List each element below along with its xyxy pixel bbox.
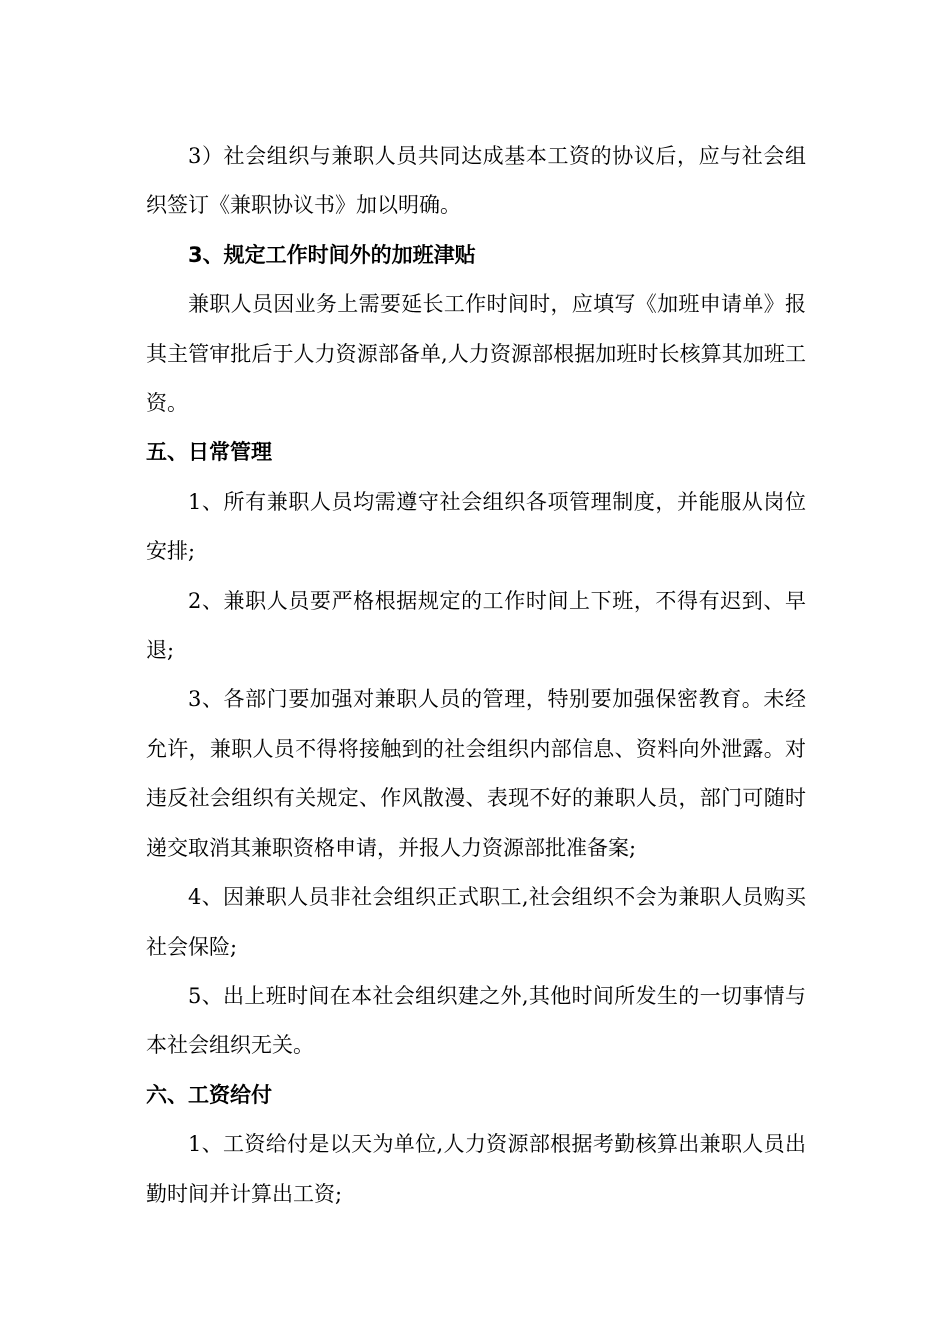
subheading-overtime-allowance: 3、规定工作时间外的加班津贴: [188, 242, 476, 267]
paragraph-rule-2: 2、兼职人员要严格根据规定的工作时间上下班，不得有迟到、早退;: [146, 588, 806, 663]
paragraph-rule-1: 1、所有兼职人员均需遵守社会组织各项管理制度，并能服从岗位安排;: [146, 489, 806, 564]
document-body: [146, 132, 806, 1219]
section-heading-wage-payment: 六、工资给付: [146, 1082, 272, 1107]
paragraph-wage-payment-1: 1、工资给付是以天为单位,人力资源部根据考勤核算出兼职人员出勤时间并计算出工资;: [146, 1132, 806, 1206]
paragraph-basic-wage-agreement: 3）社会组织与兼职人员共同达成基本工资的协议后，应与社会组织签订《兼职协议书》加以明确。: [146, 144, 806, 218]
paragraph-overtime-application: 兼职人员因业务上需要延长工作时间时，应填写《加班申请单》报其主管审批后于人力资源部备单,人力资源部根据加班时长核算其加班工资。: [146, 292, 806, 416]
paragraph-rule-4: 4、因兼职人员非社会组织正式职工,社会组织不会为兼职人员购买社会保险;: [146, 885, 806, 959]
paragraph-rule-3: 3、各部门要加强对兼职人员的管理，特别要加强保密教育。未经允许，兼职人员不得将接触到的社会组织内部信息、资料向外泄露。对违反社会组织有关规定、作风散漫、表现不好的兼职人员，部门可随时递交取消其兼职资格申请，并报人力资源部批准备案;: [146, 687, 806, 860]
section-heading-daily-management: 五、日常管理: [146, 440, 272, 465]
paragraph-rule-5: 5、出上班时间在本社会组织建之外,其他时间所发生的一切事情与本社会组织无关。: [146, 983, 806, 1058]
